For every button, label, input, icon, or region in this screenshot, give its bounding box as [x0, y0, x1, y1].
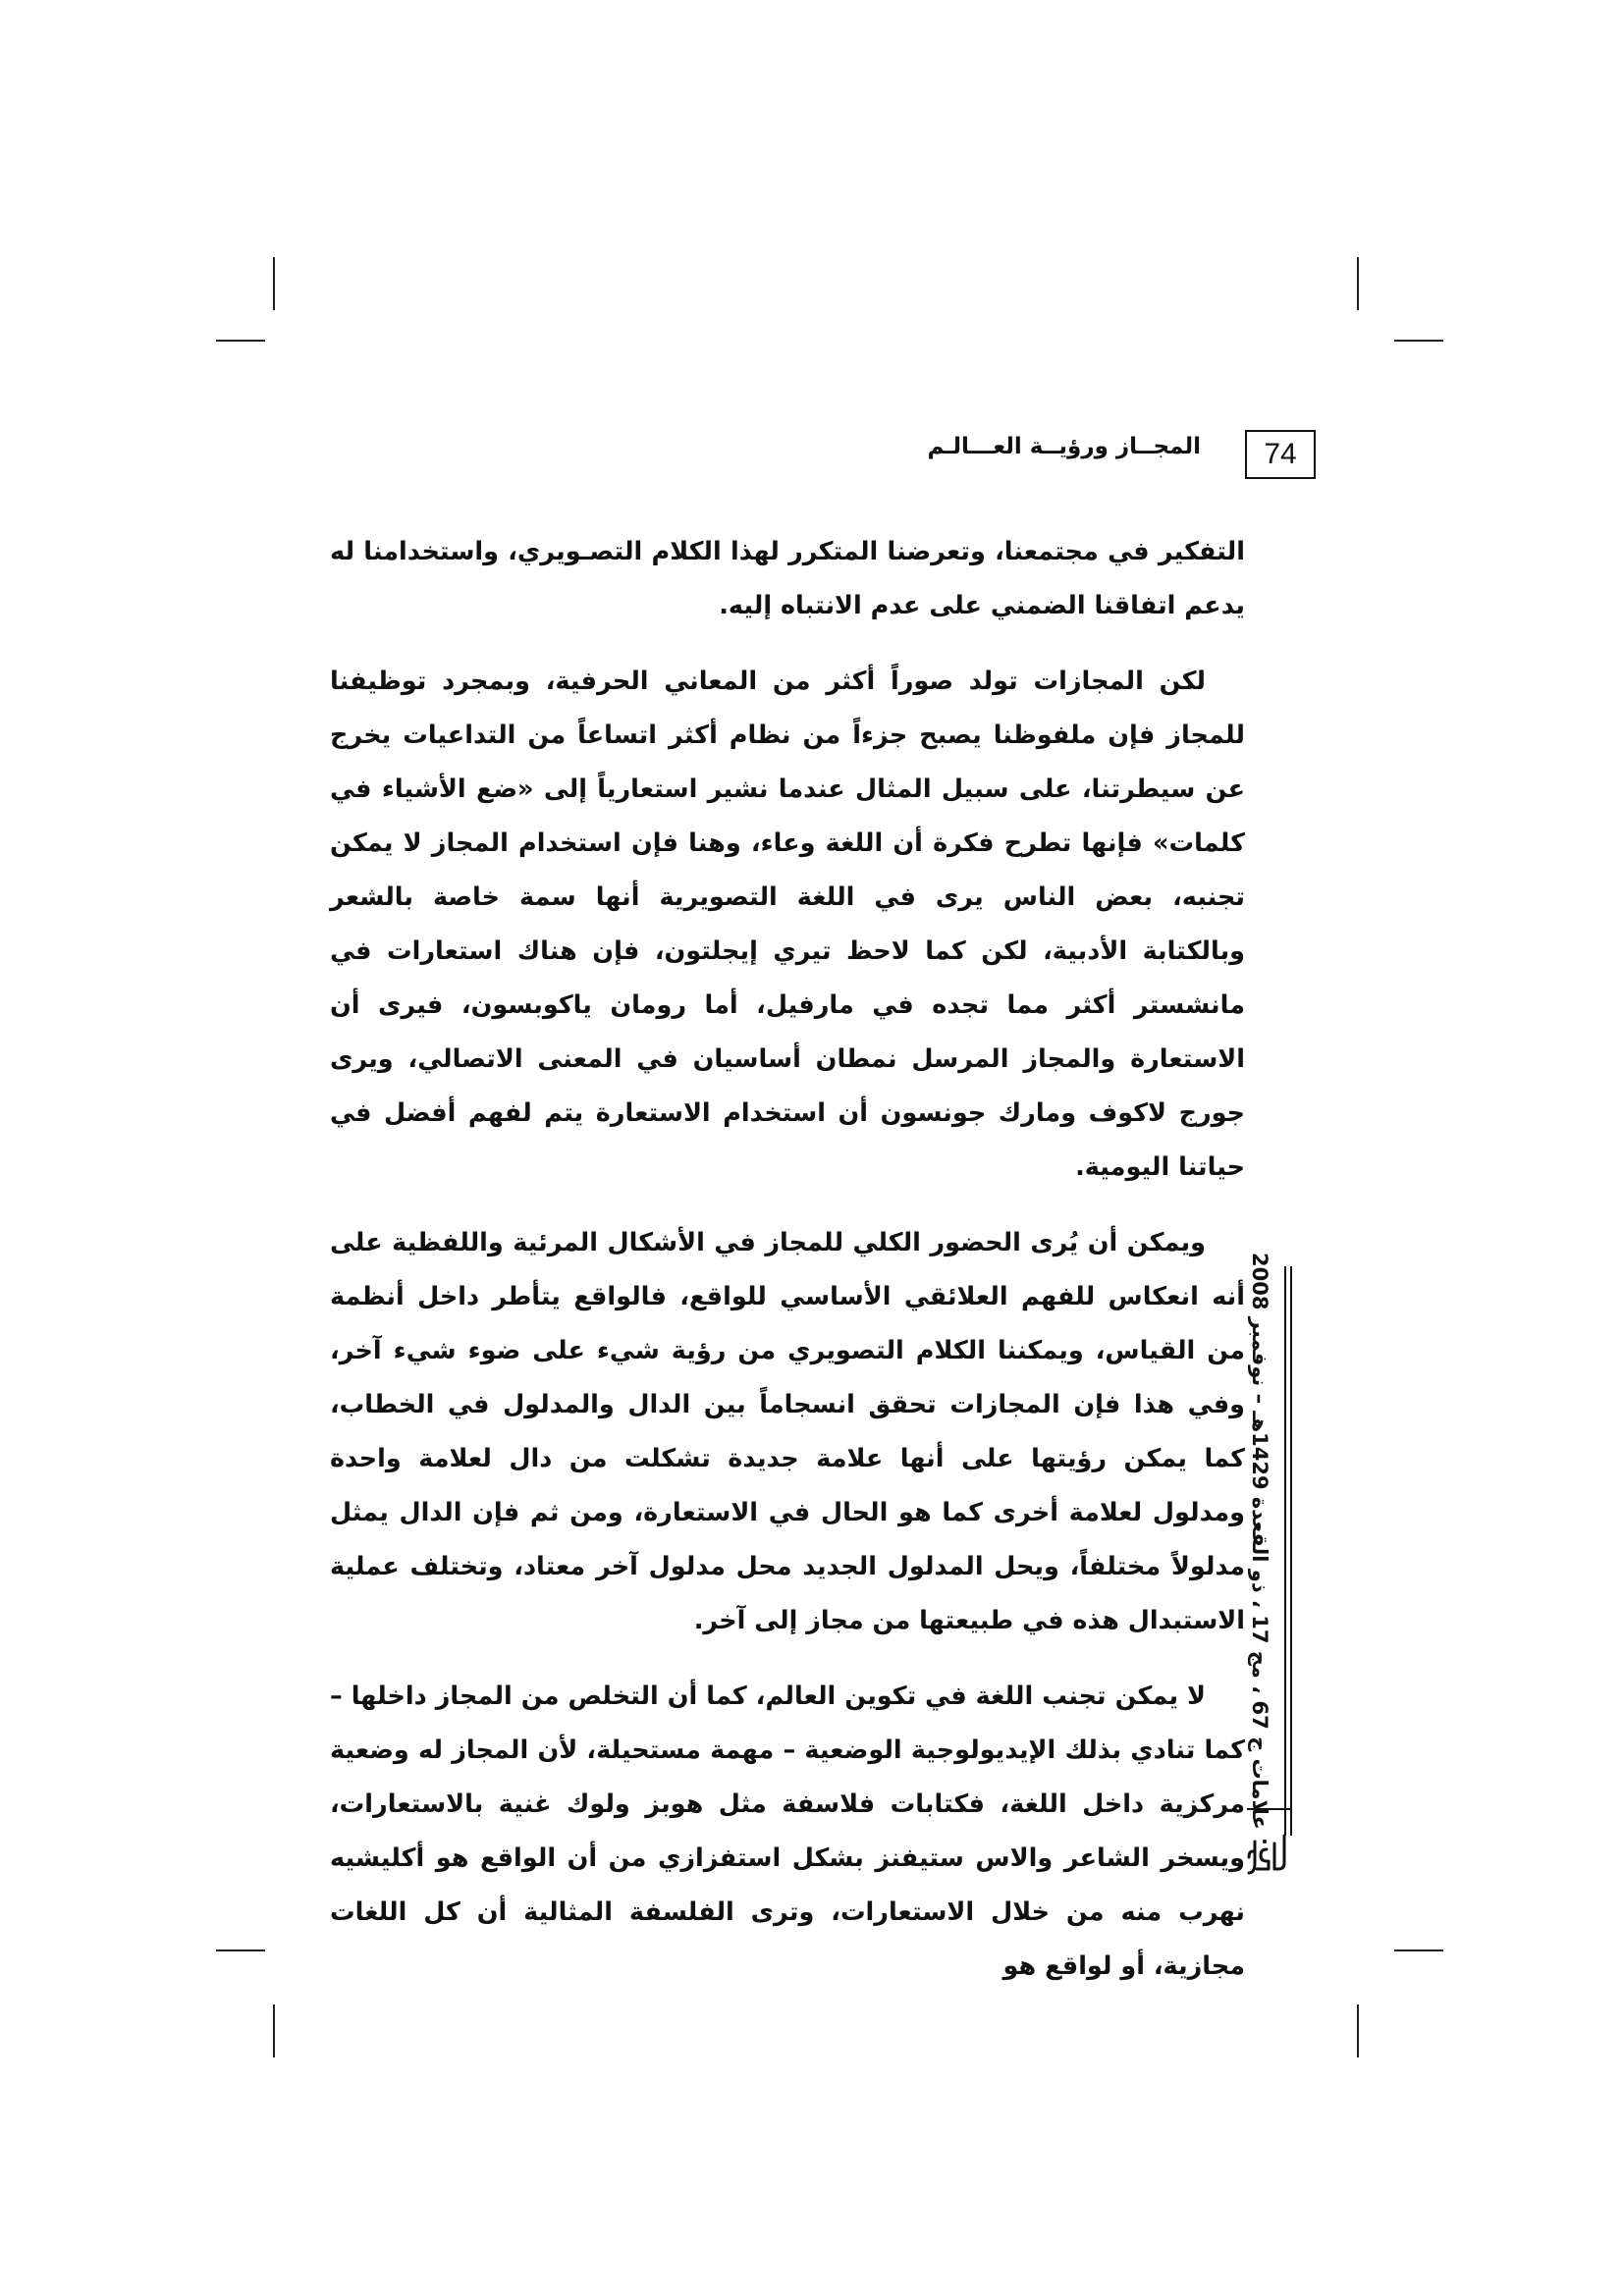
- crop-mark-top-right-h: [1394, 340, 1443, 342]
- running-title: المجــاز ورؤيــة العـــالـم: [927, 434, 1201, 459]
- journal-logo-icon: [1245, 1828, 1288, 1879]
- crop-mark-top-left: [273, 257, 275, 310]
- side-rule-inner: [1290, 1266, 1292, 1836]
- paragraph-3: ويمكن أن يُرى الحضور الكلي للمجاز في الأشكال المرئية واللفظية على أنه انعكاس للفهم العلائقي الأساسي للواقع، فالواقع يتأطر داخل أنظمة من القياس، ويمكننا الكلام التصويري من رؤية شيء على ضوء شيء آخر، وفي هذا فإن المجازات تحقق انسجاماً بين الدال والمدلول في الخطاب، كما يمكن رؤيتها على أنها علامة جديدة تشكلت من دال لعلامة واحدة ومدلول لعلامة أخرى كما هو الحال في الاستعارة، ومن ثم فإن الدال يمثل مدلولاً مختلفاً، ويحل المدلول الجديد محل مدلول آخر معتاد، وتختلف عملية الاستبدال هذه في طبيعتها من مجاز إلى آخر.: [330, 1228, 1245, 1635]
- body-text: [330, 525, 1245, 2015]
- journal-logo: [1245, 1828, 1288, 1879]
- side-journal-info: [1239, 1253, 1280, 1830]
- crop-mark-bottom-left-h: [216, 1949, 265, 1951]
- journal-info-text: علامات ج 67 ، مج 17 ، ذو القعدة 1429هـ – نوفمبر 2008: [1248, 1253, 1271, 1830]
- crop-mark-top-left-h: [216, 340, 265, 342]
- crop-mark-bottom-right: [1357, 2004, 1359, 2057]
- crop-mark-bottom-right-h: [1394, 1949, 1443, 1951]
- page-number: 74: [1245, 430, 1316, 479]
- paragraph-4: لا يمكن تجنب اللغة في تكوين العالم، كما أن التخلص من المجاز داخلها – كما تنادي بذلك الإيديولوجية الوضعية – مهمة مستحيلة، لأن المجاز له وضعية مركزية داخل اللغة، فكتابات فلاسفة مثل هوبز ولوك غنية بالاستعارات، ويسخر الشاعر والاس ستيفنز بشكل استفزازي من أن الواقع هو أكليشيه نهرب منه من خلال الاستعارات، وترى الفلسفة المثالية أن كل اللغات مجازية، أو لواقع هو: [330, 1682, 1245, 1981]
- paragraph-2: لكن المجازات تولد صوراً أكثر من المعاني الحرفية، وبمجرد توظيفنا للمجاز فإن ملفوظنا يصبح جزءاً من نظام أكثر اتساعاً من التداعيات يخرج عن سيطرتنا، على سبيل المثال عندما نشير استعارياً إلى «ضع الأشياء في كلمات» فإنها تطرح فكرة أن اللغة وعاء، وهنا فإن استخدام المجاز لا يمكن تجنبه، بعض الناس يرى في اللغة التصويرية أنها سمة خاصة بالشعر وبالكتابة الأدبية، لكن كما لاحظ تيري إيجلتون، فإن هناك استعارات في مانشستر أكثر مما تجده في مارفيل، أما رومان ياكوبسون، فيرى أن الاستعارة والمجاز المرسل نمطان أساسيان في المعنى الاتصالي، ويرى جورج لاكوف ومارك جونسون أن استخدام الاستعارة يتم لفهم أفضل في حياتنا اليومية.: [330, 667, 1245, 1182]
- crop-mark-bottom-left: [273, 2004, 275, 2057]
- paragraph-1: التفكير في مجتمعنا، وتعرضنا المتكرر لهذا الكلام التصـويري، واستخدامنا له يدعم اتفاقنا الضمني على عدم الانتباه إليه.: [330, 537, 1245, 620]
- crop-mark-top-right: [1357, 257, 1359, 310]
- side-rule-outer: [1284, 1266, 1286, 1836]
